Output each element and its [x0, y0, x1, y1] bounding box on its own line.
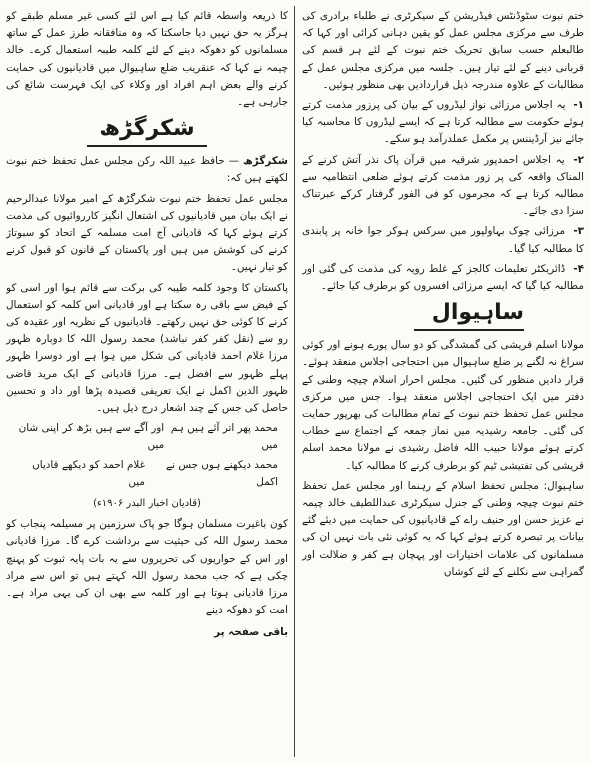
resolution-item — [302, 223, 584, 257]
resolution-text: یہ اجلاس احمدپور شرقیہ میں قرآن پاک نذر آتش کرنے کے المناک واقعہ کی پر زور مذمت کرتے ہوئے ضلعی انتظامیہ سے مطالبہ کرتا ہے کہ مجرموں کو فی الفور گرفتار کرکے عبرتناک سزا دی جائے۔ — [302, 153, 584, 218]
resolution-number: ۱- — [573, 99, 584, 112]
shakargarh-intro: شکرگڑھ — حافظ عبید اللہ رکن مجلس عمل تحفظ ختم نبوت لکھتے ہیں کہ: — [6, 155, 288, 185]
right-column — [302, 8, 584, 757]
poem-line: محمد دیکھنے ہوں جس نے اکمل — [166, 458, 278, 488]
poem-line: اور آگے سے ہیں بڑھ کر اپنی شان میں — [18, 422, 165, 452]
resolution-item — [302, 261, 584, 295]
resolution-item — [302, 152, 584, 221]
source-citation: (قادیان اخبار البدر ۱۹۰۶ء) — [93, 498, 201, 510]
left-intro-paragraph: کا ذریعہ واسطہ قائم کیا ہے اس لئے کسی غیر مسلم طبقے کو ہرگز یہ حق نہیں دیا جاسکتا کہ وہ منافقانہ طرز عمل کے ساتھ مسلمانوں کو دھوکہ دینے کے لئے کلمہ طیبہ استعمال کرے۔ خالد چیمہ نے کہا کہ عنقریب ضلع ساہیوال میں قادیانیوں کی حمایت کرنے والے بعض اہم افراد اور وکلاء کی ایک فہرست شائع کی جارہی ہے۔ — [6, 10, 288, 109]
shakargarh-paragraph: مجلس عمل تحفظ ختم نبوت شکرگڑھ کے امیر مولانا عبدالرحیم نے ایک بیان میں قادیانیوں کی اشتعال انگیز کارروائیوں کی مذمت کرتے ہوئے کہا کہ قادیانی آج امت مسلمہ کے اتحاد کو سبوتاژ کرنے کی کوشش میں ہیں اور پاکستان کے قانون کو قبول کرنے کو تیار نہیں۔ — [6, 192, 288, 274]
shakargarh-heading: شکرگڑھ — [99, 116, 195, 142]
column-divider — [294, 6, 295, 757]
right-intro-paragraph: ختم نبوت سٹوڈنٹس فیڈریشن کے سیکرٹری نے طلباء برادری کی طرف سے مرکزی مجلس عمل کو یقین دہانی کرائی اور کہا کہ طالبعلم حسب سابق تحریک ختم نبوت کے لئے ہر قسم کی قربانی دینے کے لئے تیار ہیں۔ جلسہ میں مرکزی مجلس عمل کے مطالبات کے علاوہ مندرجہ ذیل قراردادیں بھی منظور ہوئیں۔ — [302, 10, 584, 91]
poem-couplet — [6, 420, 288, 454]
sahiwal-paragraph: مولانا اسلم قریشی کی گمشدگی کو دو سال پورے ہونے اور کوئی سراغ نہ لگنے پر ضلع ساہیوال میں احتجاجی اجلاس منعقد ہوئے۔ قرار دادیں منظور کی گئیں۔ مجلس احرار اسلام چیچہ وطنی کے دفتر میں ایک احتجاجی اجلاس منعقد ہوا۔ جس میں مرکزی مجلس عمل تحفظ ختم نبوت کے تمام مطالبات کی بھرپور حمایت کی گئی۔ جامعہ رشیدیہ میں نماز جمعہ کے اجتماع سے خطاب کرتے ہوئے مولانا حبیب اللہ فاضل رشیدی نے مولانا محمد اسلم قریشی کی تفتیشی ٹیم کو برطرف کرنے کا مطالبہ کیا۔ — [302, 339, 584, 472]
resolution-number: ۳- — [573, 225, 584, 238]
poem-line: غلام احمد کو دیکھے قادیاں میں — [32, 458, 146, 488]
continued-note: باقی صفحہ پر — [214, 625, 288, 638]
heading-underline — [87, 145, 207, 147]
dateline: شکرگڑھ — [243, 155, 288, 168]
resolution-number: ۲- — [573, 153, 584, 166]
heading-underline — [414, 329, 524, 331]
closing-paragraph: کون باغیرت مسلمان ہوگا جو پاک سرزمین پر مسیلمہ پنجاب کو محمد رسول اللہ کی حیثیت سے برداشت کرے گا۔ مرزا قادیانی اور اس کے حواریوں کی تحریروں سے یہ بات پایہ ثبوت کو پہنچ چکی ہے کہ جب محمد رسول اللہ کہتے ہیں تو اس سے مراد مرزا قادیانی ہوتا ہے اور کلمہ سے بھی ان کی یہی مراد ہے۔ امت کو دھوکہ دینے — [6, 518, 288, 617]
resolution-text: یہ اجلاس مرزائی نواز لیڈروں کے بیان کی پرزور مذمت کرتے ہوئے حکومت سے مطالبہ کرتا ہے کہ ایسے لیڈروں کا محاسبہ کیا جائے نیز آرڈیننس پر مکمل عملدرآمد ہو سکے۔ — [302, 99, 584, 146]
poem-couplet — [6, 457, 288, 491]
poem-line: محمد پھر اتر آئے ہیں ہم میں — [170, 422, 278, 452]
left-column — [6, 8, 288, 757]
resolution-number: ۴- — [573, 262, 584, 275]
sahiwal-paragraph: ساہیوال: مجلس تحفظ اسلام کے رہنما اور مجلس عمل تحفظ ختم نبوت چیچہ وطنی کے جنرل سیکرٹری عبداللطیف خالد چیمہ نے عزیز حسن اور حنیف راے کے قادیانیوں کی حمایت میں دیئے گئے بیانات پر تبصرہ کرتے ہوئے کہا کہ یہ کوئی نئی بات نہیں ان کی مسلمانوں کی علامات اختیارات اور پہچان ہے کفر و ضلالت اور گمراہی سے نکلنے کے لئے کوشاں — [302, 479, 584, 578]
resolution-item — [302, 97, 584, 149]
sahiwal-heading: ساہیوال — [431, 300, 524, 326]
resolution-text: ڈائریکٹر تعلیمات کالجز کے غلط رویہ کی مذمت کی گئی اور مطالبہ کیا گیا کہ ایسے مرزائی افسروں کو برطرف کیا جائے۔ — [302, 262, 584, 293]
shakargarh-paragraph: پاکستان کا وجود کلمہ طیبہ کی برکت سے قائم ہوا اور اسی کو کے فیض سے باقی رہ سکتا ہے اور قادیانی اس کلمہ کو استعمال کرنے کا کوئی حق نہیں رکھتے۔ قادیانیوں کے نظریہ اور عقیدہ کی رو سے (نقل کفر کفر نباشد) محمد رسول اللہ کا دوبارہ ظہور مرزا غلام احمد قادیانی کی شکل میں ہوا ہے اور دوسرا ظہور پہلے ظہور سے افضل ہے۔ مرزا قادیانی کے ایک مرید قاضی ظہور الدین اکمل نے ایک تعریفی قصیدہ پڑھا اور داد و تحسین حاصل کی جس کے چند اشعار درج ذیل ہیں۔ — [6, 281, 288, 415]
resolution-text: مرزائی چوک بہاولپور میں سرکس ہوکر جوا خانہ پر پابندی کا مطالبہ کیا گیا۔ — [302, 225, 584, 255]
dateline-text: حافظ عبید اللہ رکن مجلس عمل تحفظ ختم نبوت لکھتے ہیں کہ: — [6, 155, 288, 185]
